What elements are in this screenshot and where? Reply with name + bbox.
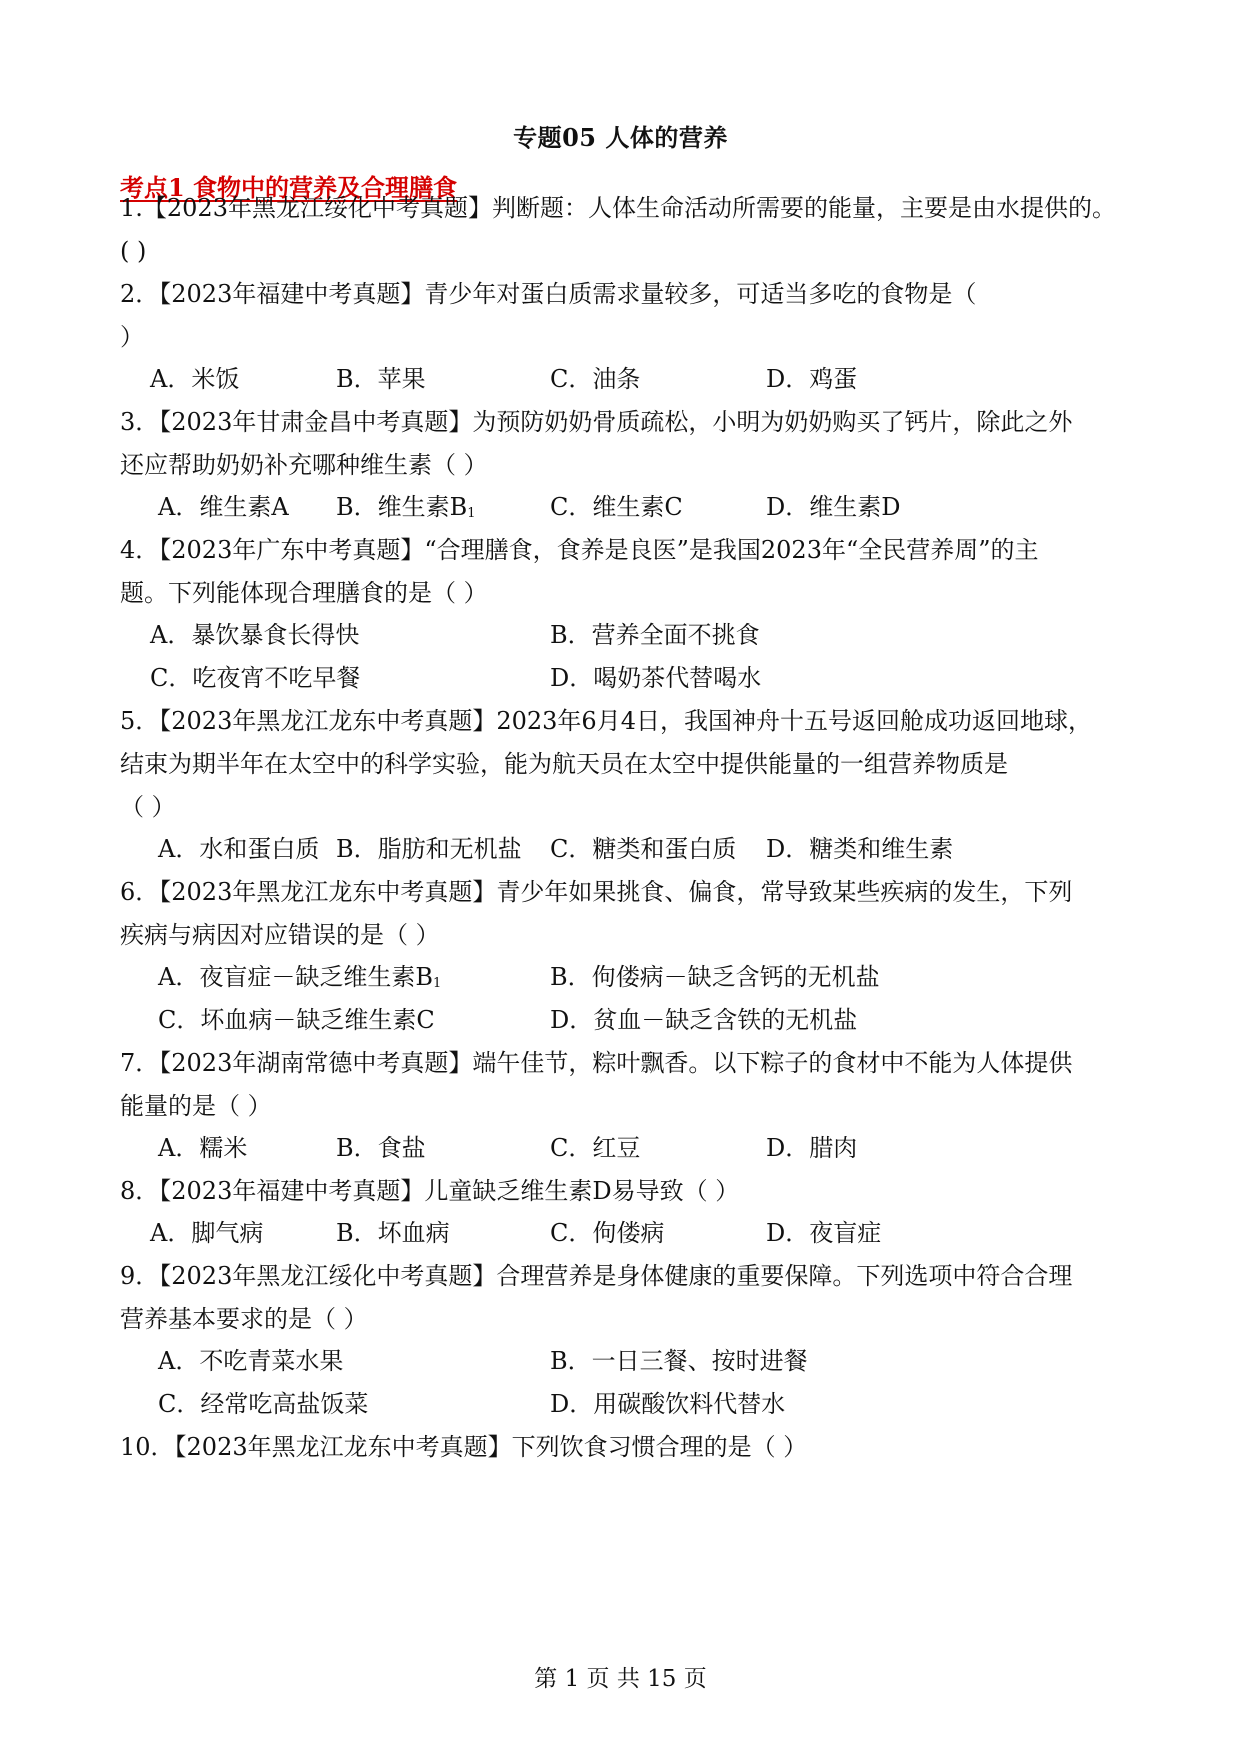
question-7-option-c: C．红豆 xyxy=(550,1134,641,1162)
question-3-line-1: 3．【2023年甘肃金昌中考真题】为预防奶奶骨质疏松，小明为奶奶购买了钙片，除此之外 xyxy=(120,408,1073,436)
question-8-option-d: D．夜盲症 xyxy=(766,1219,882,1247)
question-4-option-a: A．暴饮暴食长得快 xyxy=(150,621,360,649)
question-1-line-1: 1.【2023年黑龙江绥化中考真题】判断题：人体生命活动所需要的能量，主要是由水提供的。 xyxy=(120,194,1116,222)
question-8-line-1: 8．【2023年福建中考真题】儿童缺乏维生素D易导致（ ） xyxy=(120,1177,740,1205)
question-10-line-1: 10．【2023年黑龙江龙东中考真题】下列饮食习惯合理的是（ ） xyxy=(120,1433,808,1461)
question-7-option-b: B．食盐 xyxy=(336,1134,426,1162)
question-9-line-1: 9．【2023年黑龙江绥化中考真题】合理营养是身体健康的重要保障。下列选项中符合合理 xyxy=(120,1262,1073,1290)
question-4-option-d: D．喝奶茶代替喝水 xyxy=(550,664,762,692)
question-5-option-b: B．脂肪和无机盐 xyxy=(336,835,522,863)
question-6-option-d: D．贫血－缺乏含铁的无机盐 xyxy=(550,1006,858,1034)
question-3-line-2: 还应帮助奶奶补充哪种维生素（ ） xyxy=(120,451,488,479)
question-9-option-c: C．经常吃高盐饭菜 xyxy=(158,1390,369,1418)
question-6-line-2: 疾病与病因对应错误的是（ ） xyxy=(120,921,440,949)
question-6-option-a: A．夜盲症－缺乏维生素$B_1$ xyxy=(158,963,442,991)
question-3-option-b: B．维生素$B_1$ xyxy=(336,493,476,521)
question-5-line-2: 结束为期半年在太空中的科学实验，能为航天员在太空中提供能量的一组营养物质是 xyxy=(120,750,1008,778)
page-footer: 第 1 页 共 15 页 xyxy=(534,1666,707,1692)
question-2-line-1: 2．【2023年福建中考真题】青少年对蛋白质需求量较多，可适当多吃的食物是（ xyxy=(120,280,977,308)
question-4-option-c: C．吃夜宵不吃早餐 xyxy=(150,664,361,692)
question-9-option-d: D．用碳酸饮料代替水 xyxy=(550,1390,786,1418)
question-7-option-a: A．糯米 xyxy=(158,1134,248,1162)
question-8-option-b: B．坏血病 xyxy=(336,1219,450,1247)
question-5-option-a: A．水和蛋白质 xyxy=(158,835,320,863)
question-8-option-c: C．佝偻病 xyxy=(550,1219,665,1247)
question-9-line-2: 营养基本要求的是（ ） xyxy=(120,1305,368,1333)
question-4-line-2: 题。下列能体现合理膳食的是（ ） xyxy=(120,579,488,607)
question-7-line-2: 能量的是（ ） xyxy=(120,1092,272,1120)
question-3-option-c: C．维生素C xyxy=(550,493,683,521)
question-4-option-b: B．营养全面不挑食 xyxy=(550,621,760,649)
question-2-option-d: D．鸡蛋 xyxy=(766,365,858,393)
question-4-line-1: 4．【2023年广东中考真题】“合理膳食，食养是良医”是我国2023年“全民营养周”的主 xyxy=(120,536,1039,564)
question-2-option-b: B．苹果 xyxy=(336,365,426,393)
question-6-option-b: B．佝偻病－缺乏含钙的无机盐 xyxy=(550,963,880,991)
question-5-option-c: C．糖类和蛋白质 xyxy=(550,835,737,863)
question-3-option-a: A．维生素A xyxy=(158,493,289,521)
question-7-option-d: D．腊肉 xyxy=(766,1134,858,1162)
question-2-line-2: ） xyxy=(120,323,144,351)
question-7-line-1: 7．【2023年湖南常德中考真题】端午佳节，粽叶飘香。以下粽子的食材中不能为人体提供 xyxy=(120,1049,1073,1077)
question-9-option-b: B．一日三餐、按时进餐 xyxy=(550,1347,808,1375)
question-8-option-a: A．脚气病 xyxy=(150,1219,264,1247)
question-6-option-c: C．坏血病－缺乏维生素C xyxy=(158,1006,435,1034)
section-heading: 考点1 食物中的营养及合理膳食 xyxy=(120,173,458,202)
question-5-line-3: （ ） xyxy=(120,793,176,821)
page-title: 专题05 人体的营养 xyxy=(513,123,728,152)
question-1-line-2: ( ) xyxy=(120,237,147,265)
question-6-line-1: 6．【2023年黑龙江龙东中考真题】青少年如果挑食、偏食，常导致某些疾病的发生，下列 xyxy=(120,878,1073,906)
question-9-option-a: A．不吃青菜水果 xyxy=(158,1347,344,1375)
question-5-option-d: D．糖类和维生素 xyxy=(766,835,954,863)
question-5-line-1: 5．【2023年黑龙江龙东中考真题】2023年6月4日，我国神舟十五号返回舱成功返回地球， xyxy=(120,707,1092,735)
question-2-option-c: C．油条 xyxy=(550,365,641,393)
question-3-option-d: D．维生素D xyxy=(766,493,901,521)
question-2-option-a: A．米饭 xyxy=(150,365,240,393)
